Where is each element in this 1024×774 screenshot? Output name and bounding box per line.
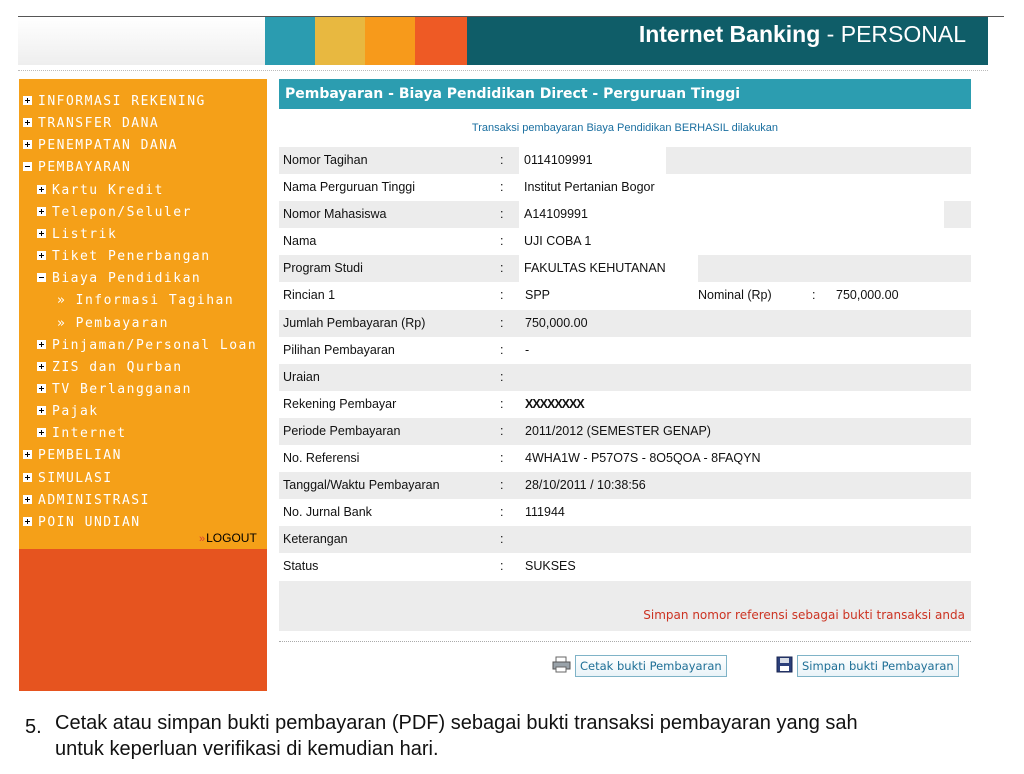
sidebar-item[interactable] (37, 360, 183, 376)
field-value: SUKSES (525, 559, 576, 574)
logout-label: LOGOUT (206, 531, 257, 545)
field-value: 2011/2012 (SEMESTER GENAP) (525, 423, 711, 438)
field-colon: : (500, 478, 504, 493)
footer-note-area (279, 581, 971, 631)
expand-icon[interactable] (37, 229, 46, 238)
detail-row (279, 255, 971, 282)
logout-link[interactable] (199, 531, 257, 545)
sidebar-item-label: PENEMPATAN DANA (38, 138, 178, 154)
field-colon: : (500, 396, 504, 411)
header-gradient (18, 17, 265, 65)
sidebar-item[interactable] (37, 183, 164, 199)
detail-row (279, 337, 971, 364)
field-value: SPP (525, 288, 551, 303)
field-colon: : (500, 261, 504, 276)
field-label: Nomor Tagihan (283, 153, 368, 167)
detail-row (279, 201, 971, 228)
sidebar-item[interactable] (37, 271, 201, 287)
field-colon: : (500, 288, 504, 303)
field-colon: : (500, 505, 504, 520)
field-colon: : (500, 342, 504, 357)
sidebar-item[interactable] (23, 138, 178, 154)
field-colon: : (500, 559, 504, 574)
field-value: UJI COBA 1 (519, 228, 910, 255)
expand-icon[interactable] (37, 406, 46, 415)
detail-row (279, 445, 971, 472)
field-value: FAKULTAS KEHUTANAN (519, 255, 698, 282)
field-label: No. Referensi (283, 451, 360, 466)
sidebar-item-label: SIMULASI (38, 470, 113, 486)
sidebar-item-label: TV Berlangganan (52, 381, 192, 397)
printer-icon[interactable] (552, 656, 571, 673)
sidebar-item[interactable] (37, 205, 192, 221)
sidebar-item[interactable] (57, 293, 234, 309)
expand-icon[interactable] (23, 473, 32, 482)
app-title-rest: PERSONAL (840, 21, 966, 47)
field-value: - (525, 342, 530, 357)
app-title-bold: Internet Banking (638, 21, 821, 47)
expand-icon[interactable] (23, 495, 32, 504)
field-value: Institut Pertanian Bogor (519, 174, 670, 201)
field-colon: : (812, 288, 816, 303)
sidebar-item[interactable] (37, 249, 211, 265)
floppy-disk-icon[interactable] (776, 656, 793, 673)
arrow-icon: » (199, 533, 206, 545)
field-colon: : (500, 153, 504, 167)
sidebar-item-label: Internet (52, 426, 127, 442)
detail-row (279, 391, 971, 418)
field-value: 0114109991 (519, 147, 666, 174)
sidebar-item[interactable] (23, 94, 206, 110)
sidebar-item[interactable] (23, 493, 150, 509)
success-message: Transaksi pembayaran Biaya Pendidikan BERHASIL dilakukan (471, 122, 779, 134)
sidebar-item[interactable] (23, 515, 141, 531)
field-label: Uraian (283, 369, 320, 384)
app-title (639, 21, 966, 48)
field-colon: : (500, 234, 504, 249)
sidebar-item-label: Pinjaman/Personal Loan (52, 337, 258, 353)
expand-icon[interactable] (37, 384, 46, 393)
sidebar-item[interactable] (37, 227, 117, 243)
field-value: 4WHA1W - P57O7S - 8O5QOA - 8FAQYN (525, 451, 761, 466)
field-value: A14109991 (519, 201, 944, 228)
field-label: Rekening Pembayar (283, 396, 397, 411)
sidebar-item-label: PEMBAYARAN (38, 160, 132, 176)
detail-row (279, 472, 971, 499)
sidebar-item[interactable] (23, 160, 131, 176)
detail-row (279, 147, 971, 174)
detail-row (279, 526, 971, 553)
save-receipt-button[interactable]: Simpan bukti Pembayaran (797, 655, 959, 677)
field-value: 111944 (525, 505, 565, 520)
sidebar-item[interactable] (37, 382, 192, 398)
sidebar-item-label: ADMINISTRASI (38, 492, 150, 508)
sidebar-item-label: » Pembayaran (57, 315, 169, 331)
nominal-label: Nominal (Rp) (698, 288, 772, 303)
detail-table (279, 147, 971, 581)
sidebar-item-label: Telepon/Seluler (52, 204, 192, 220)
expand-icon[interactable] (23, 96, 32, 105)
collapse-icon[interactable] (23, 162, 32, 171)
sidebar-item[interactable] (37, 338, 257, 354)
sidebar-item-label: POIN UNDIAN (38, 514, 141, 530)
header-color-block-teal (265, 17, 315, 65)
print-receipt-button[interactable]: Cetak bukti Pembayaran (575, 655, 727, 677)
field-colon: : (500, 451, 504, 466)
field-value: 750,000.00 (525, 315, 588, 330)
sidebar-item-label: PEMBELIAN (38, 448, 122, 464)
sidebar-item-label: Pajak (52, 404, 99, 420)
detail-row (279, 418, 971, 445)
field-label: Program Studi (283, 261, 363, 276)
field-label: Periode Pembayaran (283, 423, 401, 438)
field-colon: : (500, 423, 504, 438)
detail-row (279, 174, 971, 201)
sidebar-item-label: Tiket Penerbangan (52, 249, 211, 265)
field-value: XXXXXXXX (525, 396, 584, 411)
field-label: Tanggal/Waktu Pembayaran (283, 478, 440, 493)
field-colon: : (500, 315, 504, 330)
header-color-block-red (415, 17, 467, 65)
expand-icon[interactable] (37, 185, 46, 194)
detail-row (279, 310, 971, 337)
detail-row (279, 499, 971, 526)
sidebar-item[interactable] (57, 316, 169, 332)
header-color-block-yellow (315, 17, 365, 65)
expand-icon[interactable] (37, 340, 46, 349)
sidebar-item-label: TRANSFER DANA (38, 116, 160, 132)
detail-row (279, 364, 971, 391)
field-colon: : (500, 369, 504, 384)
detail-row (279, 228, 971, 255)
field-label: Pilihan Pembayaran (283, 342, 395, 357)
detail-row (279, 282, 971, 309)
step-number: 5. (25, 716, 42, 738)
expand-icon[interactable] (37, 207, 46, 216)
expand-icon[interactable] (23, 517, 32, 526)
app-title-separator: - (820, 21, 841, 47)
field-label: Nomor Mahasiswa (283, 207, 387, 222)
main-content (279, 79, 971, 642)
sidebar-item-label: ZIS dan Qurban (52, 359, 183, 375)
sidebar (19, 79, 267, 691)
step-text-line2: untuk keperluan verifikasi di kemudian hari. (55, 738, 439, 760)
field-colon: : (500, 207, 504, 222)
expand-icon[interactable] (37, 251, 46, 260)
field-label: Rincian 1 (283, 288, 336, 303)
sidebar-item[interactable] (37, 404, 99, 420)
sidebar-item[interactable] (23, 471, 113, 487)
field-label: Nama Perguruan Tinggi (283, 180, 416, 195)
sidebar-item-label: INFORMASI REKENING (38, 94, 206, 109)
step-text-line1: Cetak atau simpan bukti pembayaran (PDF) sebagai bukti transaksi pembayaran yang sah (55, 712, 858, 734)
header-banner (18, 17, 988, 65)
field-label: Nama (283, 234, 317, 249)
sidebar-item-label: Biaya Pendidikan (52, 271, 202, 287)
sidebar-item-label: » Informasi Tagihan (57, 293, 235, 309)
page-title: Pembayaran - Biaya Pendidikan Direct - Perguruan Tinggi (279, 79, 971, 109)
sidebar-item[interactable] (23, 448, 122, 464)
header-divider (18, 70, 988, 71)
sidebar-item[interactable] (37, 426, 127, 442)
field-label: Jumlah Pembayaran (Rp) (283, 315, 426, 330)
field-label: Status (283, 559, 319, 574)
detail-row (279, 553, 971, 580)
sidebar-item-label: Listrik (52, 226, 118, 242)
sidebar-item[interactable] (23, 116, 159, 132)
reference-note: Simpan nomor referensi sebagai bukti transaksi anda (643, 607, 965, 622)
header-color-block-orange (365, 17, 415, 65)
expand-icon[interactable] (37, 362, 46, 371)
expand-icon[interactable] (37, 428, 46, 437)
field-label: No. Jurnal Bank (283, 505, 372, 520)
field-label: Keterangan (283, 532, 348, 547)
expand-icon[interactable] (23, 450, 32, 459)
expand-icon[interactable] (23, 118, 32, 127)
nominal-value: 750,000.00 (836, 288, 899, 303)
collapse-icon[interactable] (37, 273, 46, 282)
sidebar-item-label: Kartu Kredit (52, 182, 164, 198)
field-colon: : (500, 532, 504, 547)
expand-icon[interactable] (23, 140, 32, 149)
sidebar-menu (19, 79, 267, 549)
field-value: 28/10/2011 / 10:38:56 (525, 478, 646, 493)
step-text (55, 710, 858, 762)
field-colon: : (500, 180, 504, 195)
content-divider (279, 641, 971, 642)
